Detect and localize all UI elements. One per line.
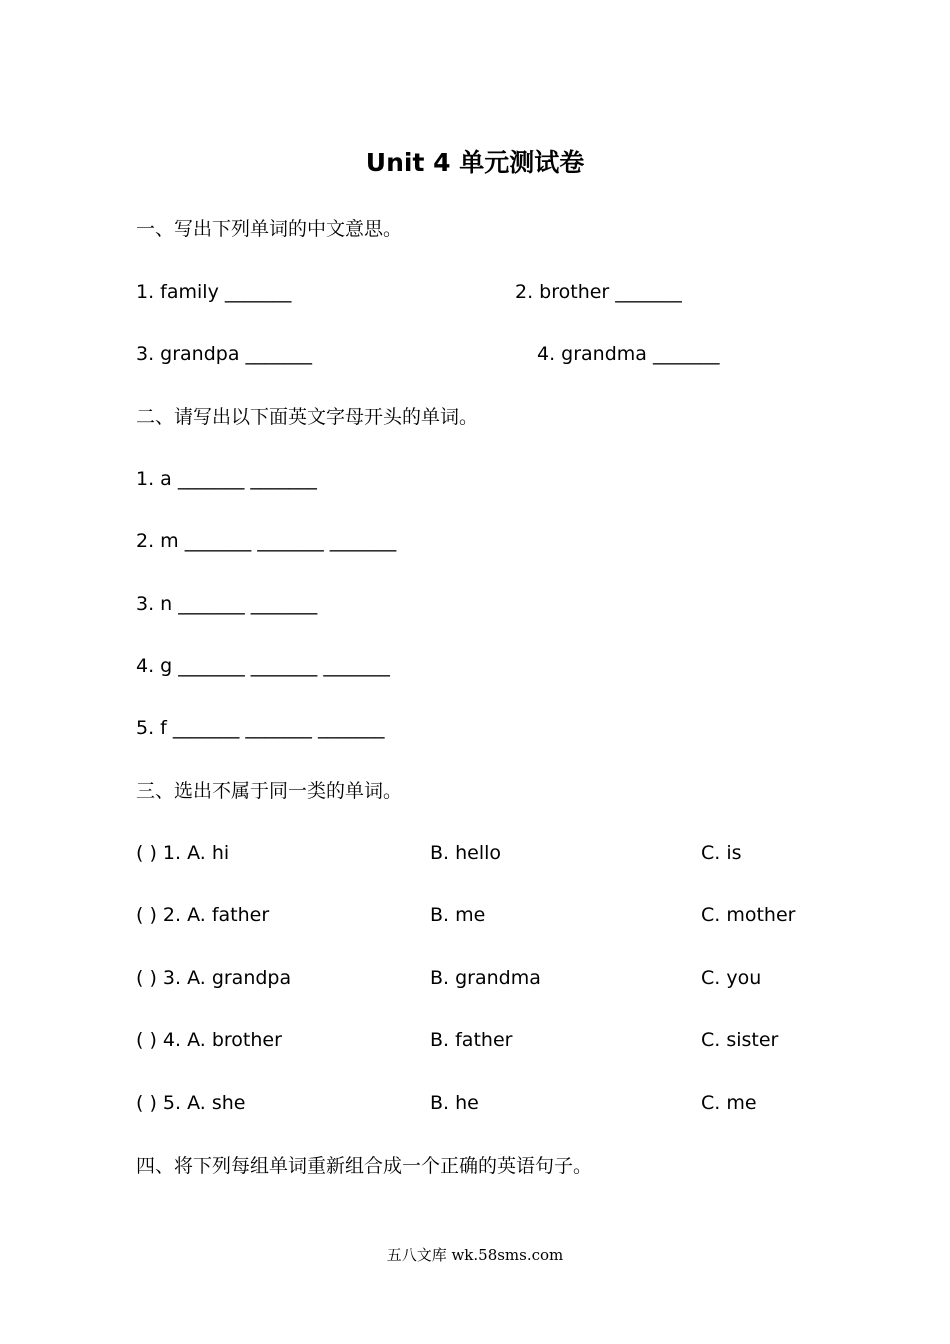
page-title: Unit 4 单元测试卷 bbox=[365, 148, 585, 177]
s2-item-3: 3. n _______ _______ bbox=[136, 593, 318, 615]
s3-row-3-option-b: B. grandma bbox=[430, 967, 541, 989]
s3-row-4-question: ( ) 4. A. brother bbox=[136, 1029, 282, 1051]
s3-row-5-option-b: B. he bbox=[430, 1092, 479, 1114]
s2-item-2: 2. m _______ _______ _______ bbox=[136, 530, 397, 552]
s3-row-2-option-c: C. mother bbox=[701, 904, 796, 926]
s3-row-3-option-c: C. you bbox=[701, 967, 762, 989]
section-4-heading: 四、将下列每组单词重新组合成一个正确的英语句子。 bbox=[136, 1155, 593, 1177]
s3-row-2-question: ( ) 2. A. father bbox=[136, 904, 270, 926]
section-3-heading: 三、选出不属于同一类的单词。 bbox=[136, 780, 403, 802]
section-1-heading: 一、写出下列单词的中文意思。 bbox=[136, 218, 403, 240]
s3-row-4-option-b: B. father bbox=[430, 1029, 513, 1051]
s3-row-5-question: ( ) 5. A. she bbox=[136, 1092, 246, 1114]
s1-item-3: 3. grandpa _______ bbox=[136, 343, 313, 365]
s3-row-2-option-b: B. me bbox=[430, 904, 486, 926]
s3-row-1-question: ( ) 1. A. hi bbox=[136, 842, 230, 864]
s3-row-5-option-c: C. me bbox=[701, 1092, 757, 1114]
s2-item-4: 4. g _______ _______ _______ bbox=[136, 655, 390, 677]
footer-watermark: 五八文库 wk.58sms.com bbox=[386, 1246, 564, 1264]
s3-row-1-option-b: B. hello bbox=[430, 842, 502, 864]
section-2-heading: 二、请写出以下面英文字母开头的单词。 bbox=[136, 406, 479, 428]
s1-item-2: 2. brother _______ bbox=[515, 281, 682, 303]
s1-item-4: 4. grandma _______ bbox=[537, 343, 720, 365]
s3-row-3-question: ( ) 3. A. grandpa bbox=[136, 967, 292, 989]
s3-row-1-option-c: C. is bbox=[701, 842, 742, 864]
s2-item-5: 5. f _______ _______ _______ bbox=[136, 717, 385, 739]
s1-item-1: 1. family _______ bbox=[136, 281, 292, 303]
s3-row-4-option-c: C. sister bbox=[701, 1029, 779, 1051]
s2-item-1: 1. a _______ _______ bbox=[136, 468, 317, 490]
